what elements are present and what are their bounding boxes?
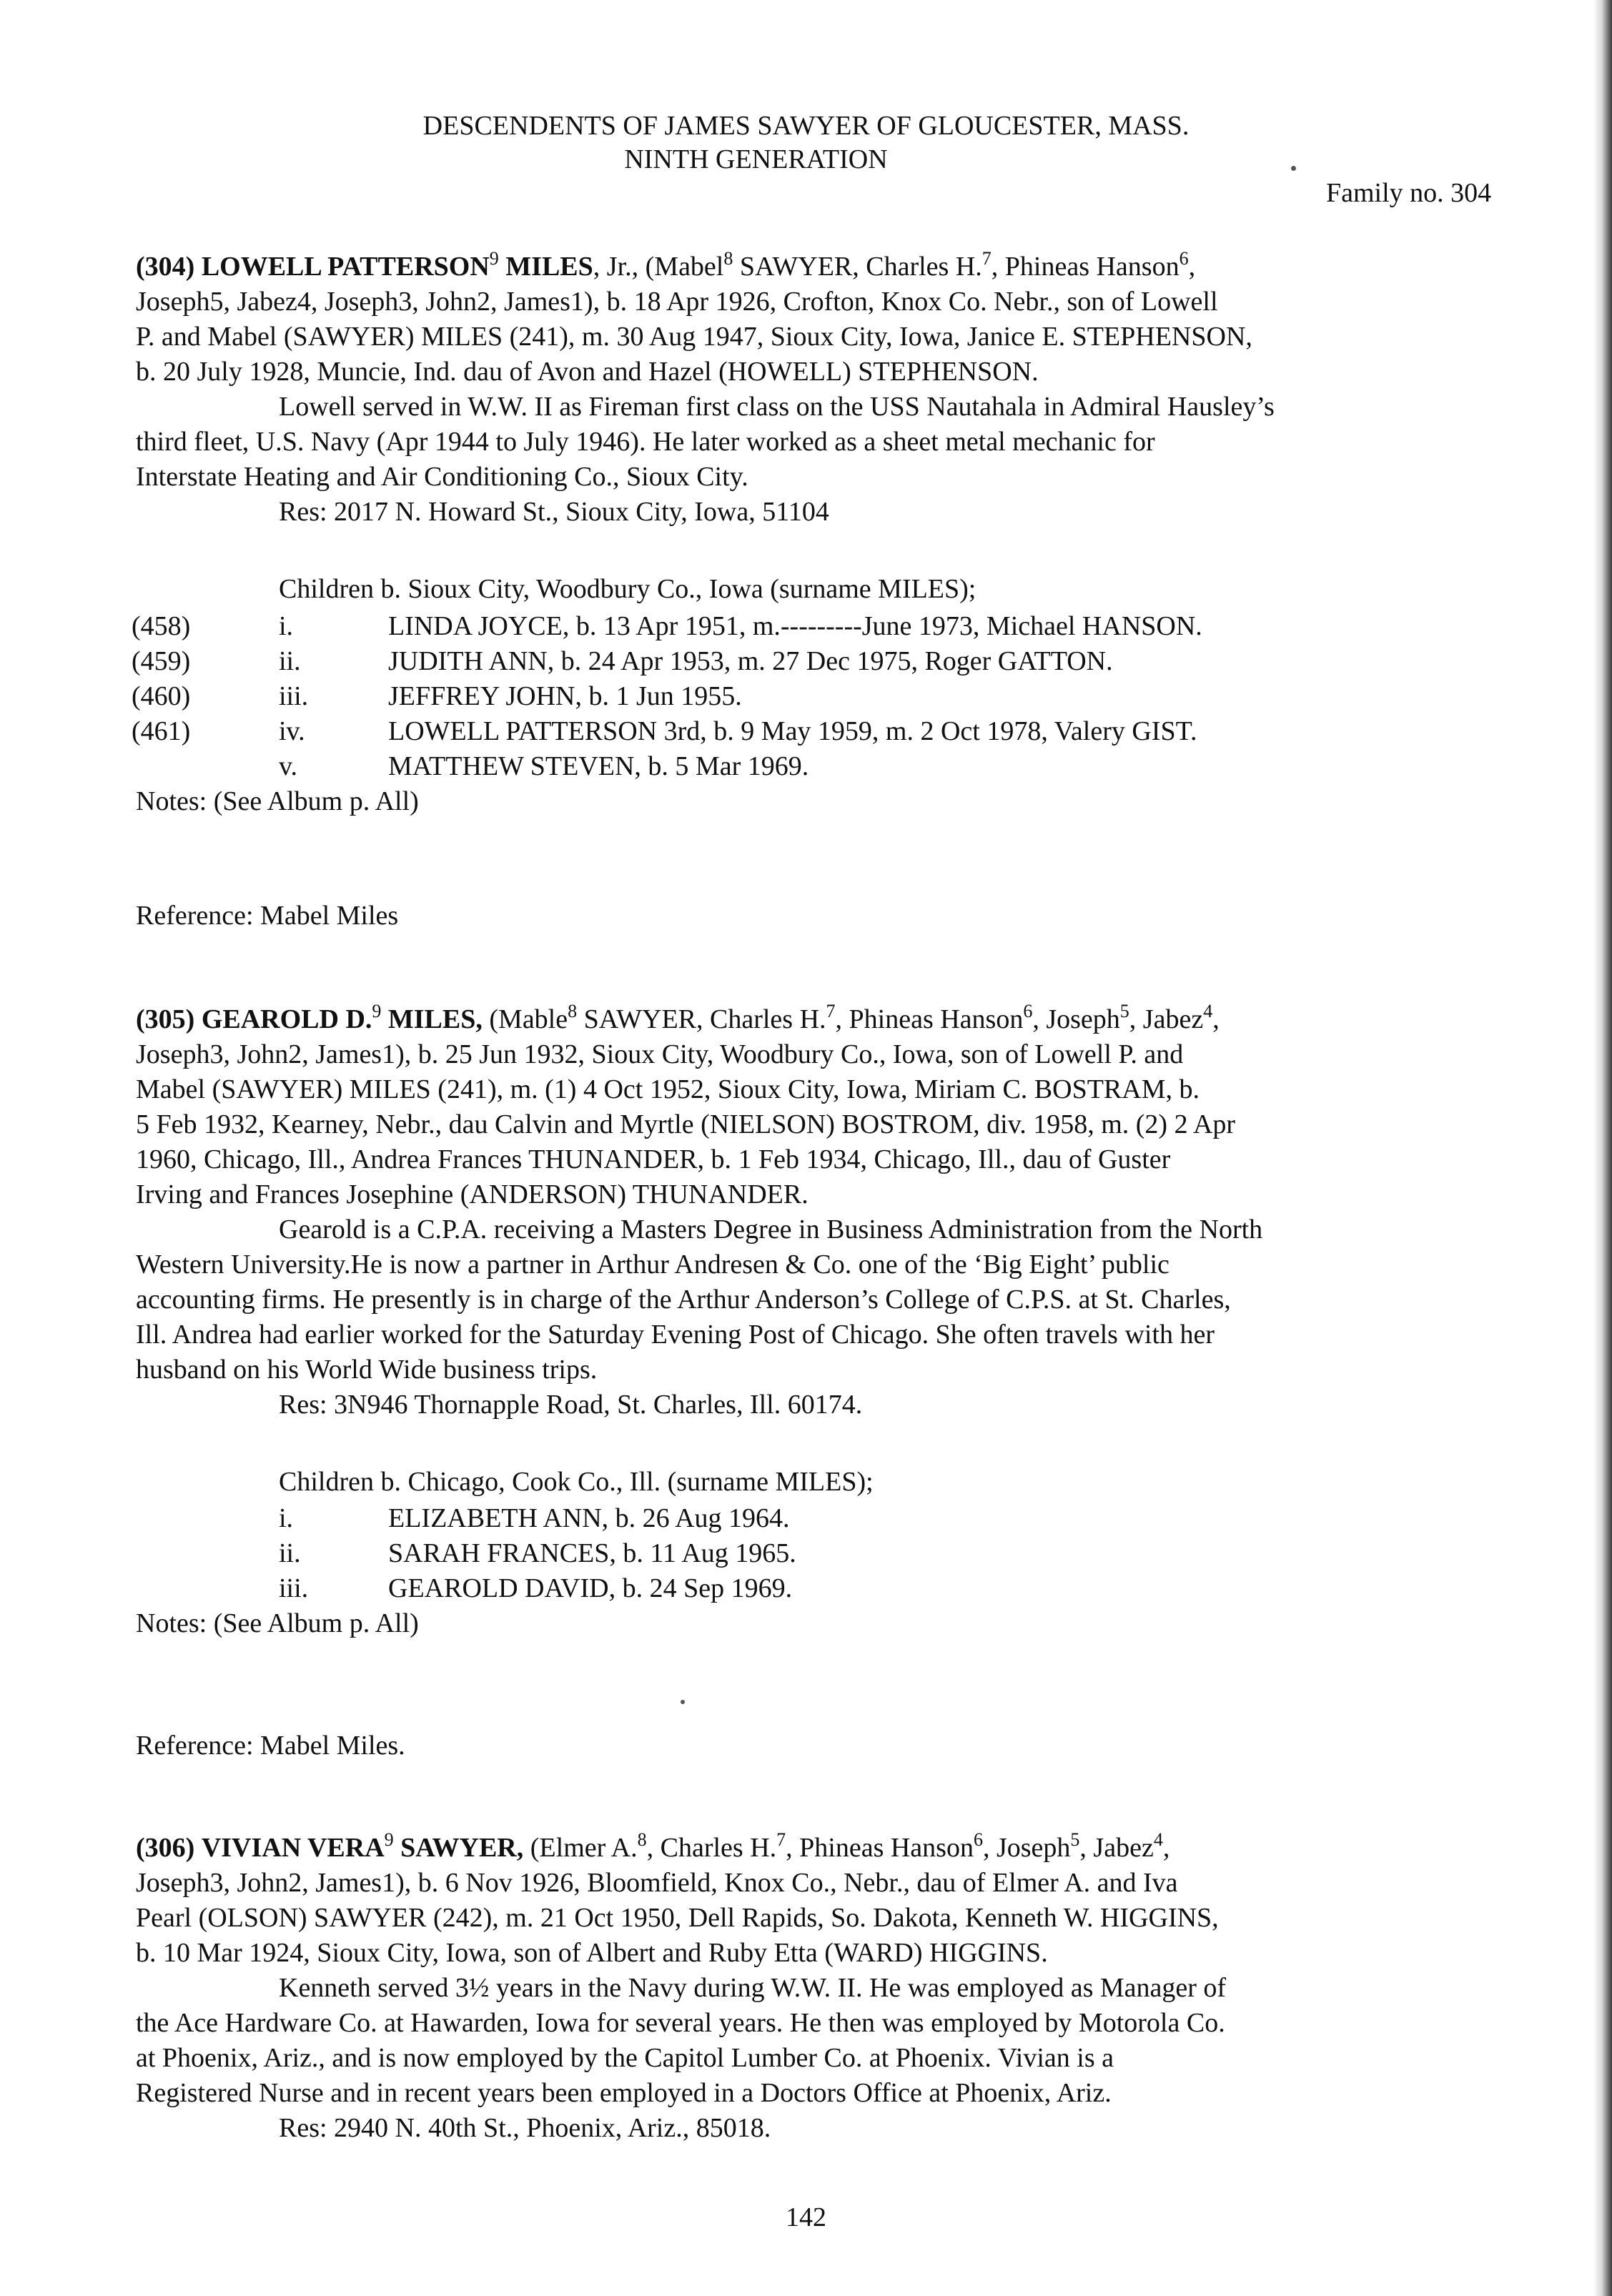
list-item [0,679,1612,714]
f305-line1e: , Jabez [1129,1004,1204,1034]
list-item [0,609,1612,644]
f306-sup-6: 6 [973,1829,983,1850]
f304-children-intro: Children b. Sioux City, Woodbury Co., Iowa (surname MILES); [279,574,976,604]
f305-notes: Notes: (See Album p. All) [136,1608,419,1638]
f305-bio-1: Gearold is a C.P.A. receiving a Masters Degree in Business Administration from the North [279,1214,1263,1245]
f304-given-name: LOWELL PATTERSON [201,252,490,282]
f306-bio-1: Kenneth served 3½ years in the Navy during W.W. II. He was employed as Manager of [279,1973,1227,2003]
child-roman: iii. [279,1573,309,1603]
f306-sup-7: 7 [776,1829,786,1850]
f306-bio-4: Registered Nurse and in recent years been employed in a Doctors Office at Phoenix, Ariz. [136,2078,1112,2108]
generation-subtitle: NINTH GENERATION [624,144,888,174]
f305-surname: MILES, [387,1004,483,1034]
child-text: LOWELL PATTERSON 3rd, b. 9 May 1959, m. 2 Oct 1978, Valery GIST. [388,716,1197,746]
f305-bio-3: accounting firms. He presently is in charge of the Arthur Anderson’s College of C.P.S. at St. Charles, [136,1285,1231,1315]
f305-line1c: , Phineas Hanson [835,1004,1024,1034]
f304-line2: Joseph5, Jabez4, Joseph3, John2, James1), b. 18 Apr 1926, Crofton, Knox Co. Nebr., son of Lowell [136,287,1218,317]
f305-reference: Reference: Mabel Miles. [136,1731,405,1761]
scan-speck [1291,166,1296,171]
scan-speck [681,1700,685,1704]
f305-bio-4: Ill. Andrea had earlier worked for the Saturday Evening Post of Chicago. She often travels with her [136,1320,1215,1350]
f305-bio-5: husband on his World Wide business trips. [136,1355,598,1385]
f306-line2: Joseph3, John2, James1), b. 6 Nov 1926, Bloomfield, Knox Co., Nebr., dau of Elmer A. and Iva [136,1868,1178,1898]
f306-line1d: , Joseph [982,1833,1071,1863]
f305-sup-8: 8 [568,1001,578,1021]
f306-line1c: , Phineas Hanson [786,1833,974,1863]
f304-residence: Res: 2017 N. Howard St., Sioux City, Iowa, 51104 [279,497,829,527]
f304-line1b: SAWYER, Charles H. [733,252,982,282]
f304-bio-3: Interstate Heating and Air Conditioning Co., Sioux City. [136,462,748,492]
f306-line4: b. 10 Mar 1924, Sioux City, Iowa, son of Albert and Ruby Etta (WARD) HIGGINS. [136,1938,1048,1968]
child-number: (458) [132,611,191,641]
f305-line4: 5 Feb 1932, Kearney, Nebr., dau Calvin and Myrtle (NIELSON) BOSTROM, div. 1958, m. (2) 2 Apr [136,1109,1236,1139]
child-number: (461) [132,716,191,746]
f306-line1b: , Charles H. [646,1833,777,1863]
child-number: (459) [132,646,191,676]
f305-id: (305) [136,1004,195,1034]
page-number: 142 [786,2202,826,2232]
f306-residence: Res: 2940 N. 40th St., Phoenix, Ariz., 85018. [279,2113,771,2143]
f304-gen-sup: 9 [489,248,499,269]
f306-bio-2: the Ace Hardware Co. at Hawarden, Iowa for several years. He then was employed by Motorola Co. [136,2008,1225,2038]
child-text: JEFFREY JOHN, b. 1 Jun 1955. [388,681,742,711]
f306-id: (306) [136,1833,195,1863]
child-text: JUDITH ANN, b. 24 Apr 1953, m. 27 Dec 1975, Roger GATTON. [388,646,1113,676]
child-number: (460) [132,681,191,711]
f306-gen-sup: 9 [384,1829,394,1850]
child-text: ELIZABETH ANN, b. 26 Aug 1964. [388,1503,790,1533]
f305-residence: Res: 3N946 Thornapple Road, St. Charles, Ill. 60174. [279,1390,863,1420]
f305-line1a: (Mable [482,1004,568,1034]
f305-children-intro: Children b. Chicago, Cook Co., Ill. (surname MILES); [279,1467,874,1497]
f304-sup-7: 7 [981,248,992,269]
child-text: GEAROLD DAVID, b. 24 Sep 1969. [388,1573,793,1603]
f306-sup-4: 4 [1153,1829,1163,1850]
f304-sup-6: 6 [1179,248,1189,269]
f304-line4: b. 20 July 1928, Muncie, Ind. dau of Avon and Hazel (HOWELL) STEPHENSON. [136,357,1039,387]
f304-line3: P. and Mabel (SAWYER) MILES (241), m. 30 Aug 1947, Sioux City, Iowa, Janice E. STEPHENSON, [136,322,1252,352]
f306-line1e: , Jabez [1079,1833,1154,1863]
page-title: DESCENDENTS OF JAMES SAWYER OF GLOUCESTER, MASS. [422,111,1190,141]
f304-surname: MILES [505,252,593,282]
f304-bio-1: Lowell served in W.W. II as Fireman first class on the USS Nautahala in Admiral Hausley’s [279,392,1275,422]
f305-line6: Irving and Frances Josephine (ANDERSON) THUNANDER. [136,1179,809,1209]
f304-reference: Reference: Mabel Miles [136,901,399,931]
f305-sup-6: 6 [1023,1001,1033,1021]
f305-line1d: , Joseph [1032,1004,1120,1034]
f306-surname: SAWYER, [400,1833,524,1863]
child-roman: i. [279,1503,294,1533]
f305-line2: Joseph3, John2, James1), b. 25 Jun 1932, Sioux City, Woodbury Co., Iowa, son of Lowell P. and [136,1039,1184,1069]
f305-gen-sup: 9 [372,1001,382,1021]
list-item [0,1571,1612,1606]
f305-line1b: SAWYER, Charles H. [577,1004,826,1034]
f305-sup-7: 7 [826,1001,836,1021]
f306-line3: Pearl (OLSON) SAWYER (242), m. 21 Oct 1950, Dell Rapids, So. Dakota, Kenneth W. HIGGINS, [136,1903,1219,1933]
scan-page-edge [1593,0,1612,2296]
child-roman: iv. [279,716,305,746]
f304-line1c: , Phineas Hanson [991,252,1180,282]
f306-bio-3: at Phoenix, Ariz., and is now employed by the Capitol Lumber Co. at Phoenix. Vivian is a [136,2043,1114,2073]
list-item [0,714,1612,749]
f306-heading-line: (306) VIVIAN VERA$^9$ SAWYER, (Elmer A.$^8$, Charles H.$^7$, Phineas Hanson$^6$, Joseph$^5$, Jabez$^4$, [136,1829,1170,1863]
family-number: Family no. 304 [1326,178,1492,208]
f305-heading-line: (305) GEAROLD D.$^9$ MILES, (Mable$^8$ SAWYER, Charles H.$^7$, Phineas Hanson$^6$, Joseph$^5$, Jabez$^4$, [136,1001,1220,1034]
child-text: SARAH FRANCES, b. 11 Aug 1965. [388,1538,796,1568]
f306-sup-5: 5 [1070,1829,1080,1850]
f306-sup-8: 8 [637,1829,647,1850]
list-item [0,1501,1612,1536]
f304-id: (304) [136,252,195,282]
child-roman: ii. [279,646,301,676]
list-item [0,1536,1612,1571]
f304-sup-8: 8 [723,248,733,269]
child-roman: iii. [279,681,309,711]
child-text: MATTHEW STEVEN, b. 5 Mar 1969. [388,751,809,781]
child-roman: ii. [279,1538,301,1568]
f305-bio-2: Western University.He is now a partner in Arthur Andresen & Co. one of the ‘Big Eight’ public [136,1250,1170,1280]
f304-notes: Notes: (See Album p. All) [136,786,419,816]
f305-given-name: GEAROLD D. [201,1004,372,1034]
list-item [0,749,1612,784]
f305-sup-5: 5 [1119,1001,1129,1021]
list-item [0,644,1612,679]
f305-line3: Mabel (SAWYER) MILES (241), m. (1) 4 Oct 1952, Sioux City, Iowa, Miriam C. BOSTRAM, b. [136,1074,1200,1104]
child-roman: v. [279,751,298,781]
f304-heading-line: (304) LOWELL PATTERSON$^9$ MILES, Jr., (Mabel$^8$ SAWYER, Charles H.$^7$, Phineas Hanson$^6$, [136,248,1196,282]
f306-line1a: (Elmer A. [523,1833,638,1863]
f306-given-name: VIVIAN VERA [201,1833,385,1863]
f305-line5: 1960, Chicago, Ill., Andrea Frances THUNANDER, b. 1 Feb 1934, Chicago, Ill., dau of Guster [136,1144,1171,1174]
child-text: LINDA JOYCE, b. 13 Apr 1951, m.---------June 1973, Michael HANSON. [388,611,1202,641]
f305-sup-4: 4 [1203,1001,1213,1021]
child-roman: i. [279,611,294,641]
f304-suffix: , Jr., (Mabel [593,252,724,282]
f304-bio-2: third fleet, U.S. Navy (Apr 1944 to July 1946). He later worked as a sheet metal mechanic for [136,427,1155,457]
